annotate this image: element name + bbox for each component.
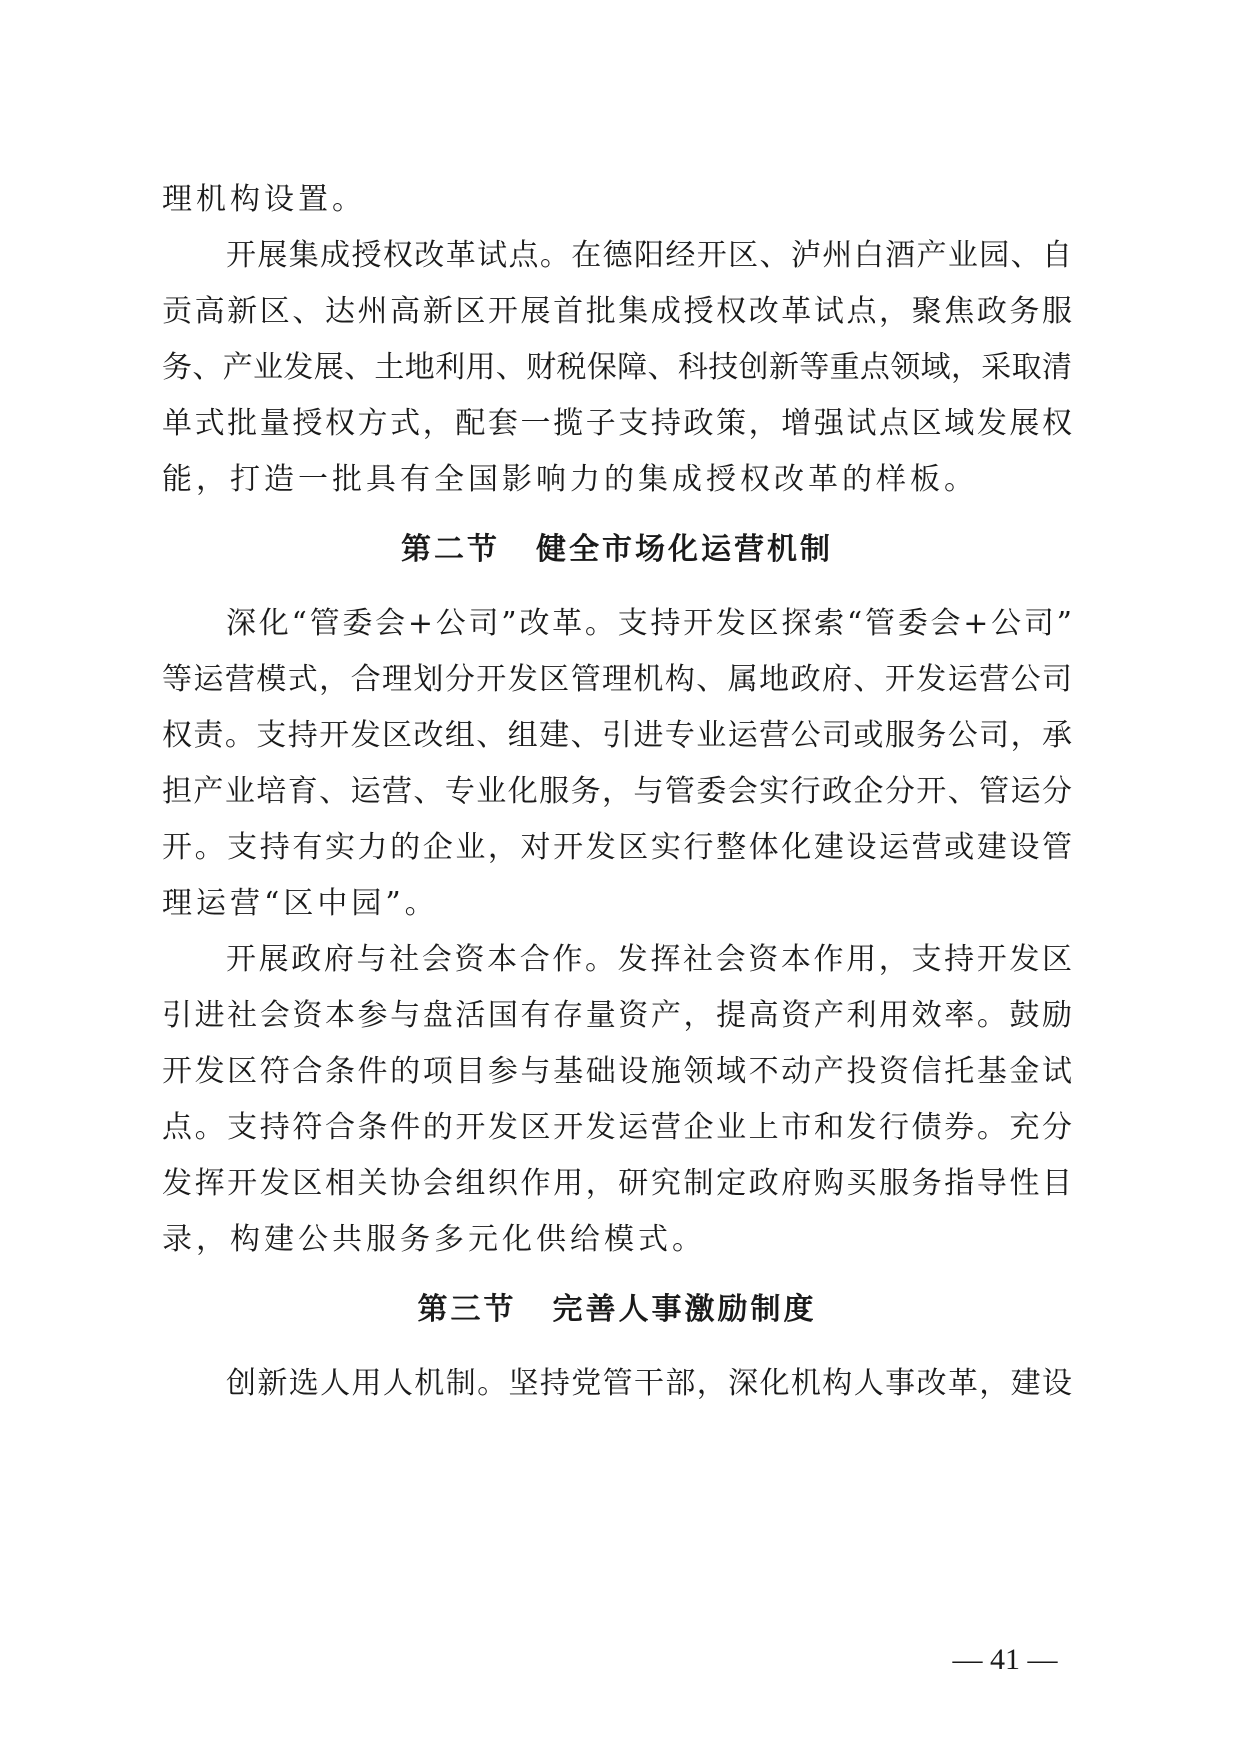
text-line: 发挥开发区相关协会组织作用，研究制定政府购买服务指导性目 [162,1166,1072,1201]
text-line: 开。支持有实力的企业，对开发区实行整体化建设运营或建设管 [162,830,1072,865]
section-heading [162,1290,1072,1330]
text-line: 理运营“区中园”。 [162,886,439,921]
text-line: 录，构建公共服务多元化供给模式。 [162,1222,706,1257]
page-number: — 41 — [952,1643,1058,1676]
text-line: 引进社会资本参与盘活国有存量资产，提高资产利用效率。鼓励 [162,998,1072,1033]
text-line: 理机构设置。 [162,182,366,217]
text-line: 务、产业发展、土地利用、财税保障、科技创新等重点领域，采取清 [162,350,1072,385]
text-line: 开展集成授权改革试点。在德阳经开区、泸州白酒产业园、自 [226,238,1072,273]
text-line: 创新选人用人机制。坚持党管干部，深化机构人事改革，建设 [226,1366,1072,1401]
section-title: 完善人事激励制度 [552,1292,817,1327]
section-title: 健全市场化运营机制 [536,532,833,567]
section-number: 第三节 [417,1292,517,1327]
text-line: 贡高新区、达州高新区开展首批集成授权改革试点，聚焦政务服 [162,294,1072,329]
text-line: 等运营模式，合理划分开发区管理机构、属地政府、开发运营公司 [162,662,1072,697]
text-line: 点。支持符合条件的开发区开发运营企业上市和发行债券。充分 [162,1110,1072,1145]
text-line: 开展政府与社会资本合作。发挥社会资本作用，支持开发区 [226,942,1072,977]
text-line: 开发区符合条件的项目参与基础设施领域不动产投资信托基金试 [162,1054,1072,1089]
text-line: 单式批量授权方式，配套一揽子支持政策，增强试点区域发展权 [162,406,1072,441]
text-line: 深化“管委会+公司”改革。支持开发区探索“管委会+公司” [226,606,1072,641]
text-line: 担产业培育、运营、专业化服务，与管委会实行政企分开、管运分 [162,774,1072,809]
text-line: 权责。支持开发区改组、组建、引进专业运营公司或服务公司，承 [162,718,1072,753]
section-number: 第二节 [401,532,500,567]
section-heading [162,530,1072,570]
text-line: 能，打造一批具有全国影响力的集成授权改革的样板。 [162,462,978,497]
